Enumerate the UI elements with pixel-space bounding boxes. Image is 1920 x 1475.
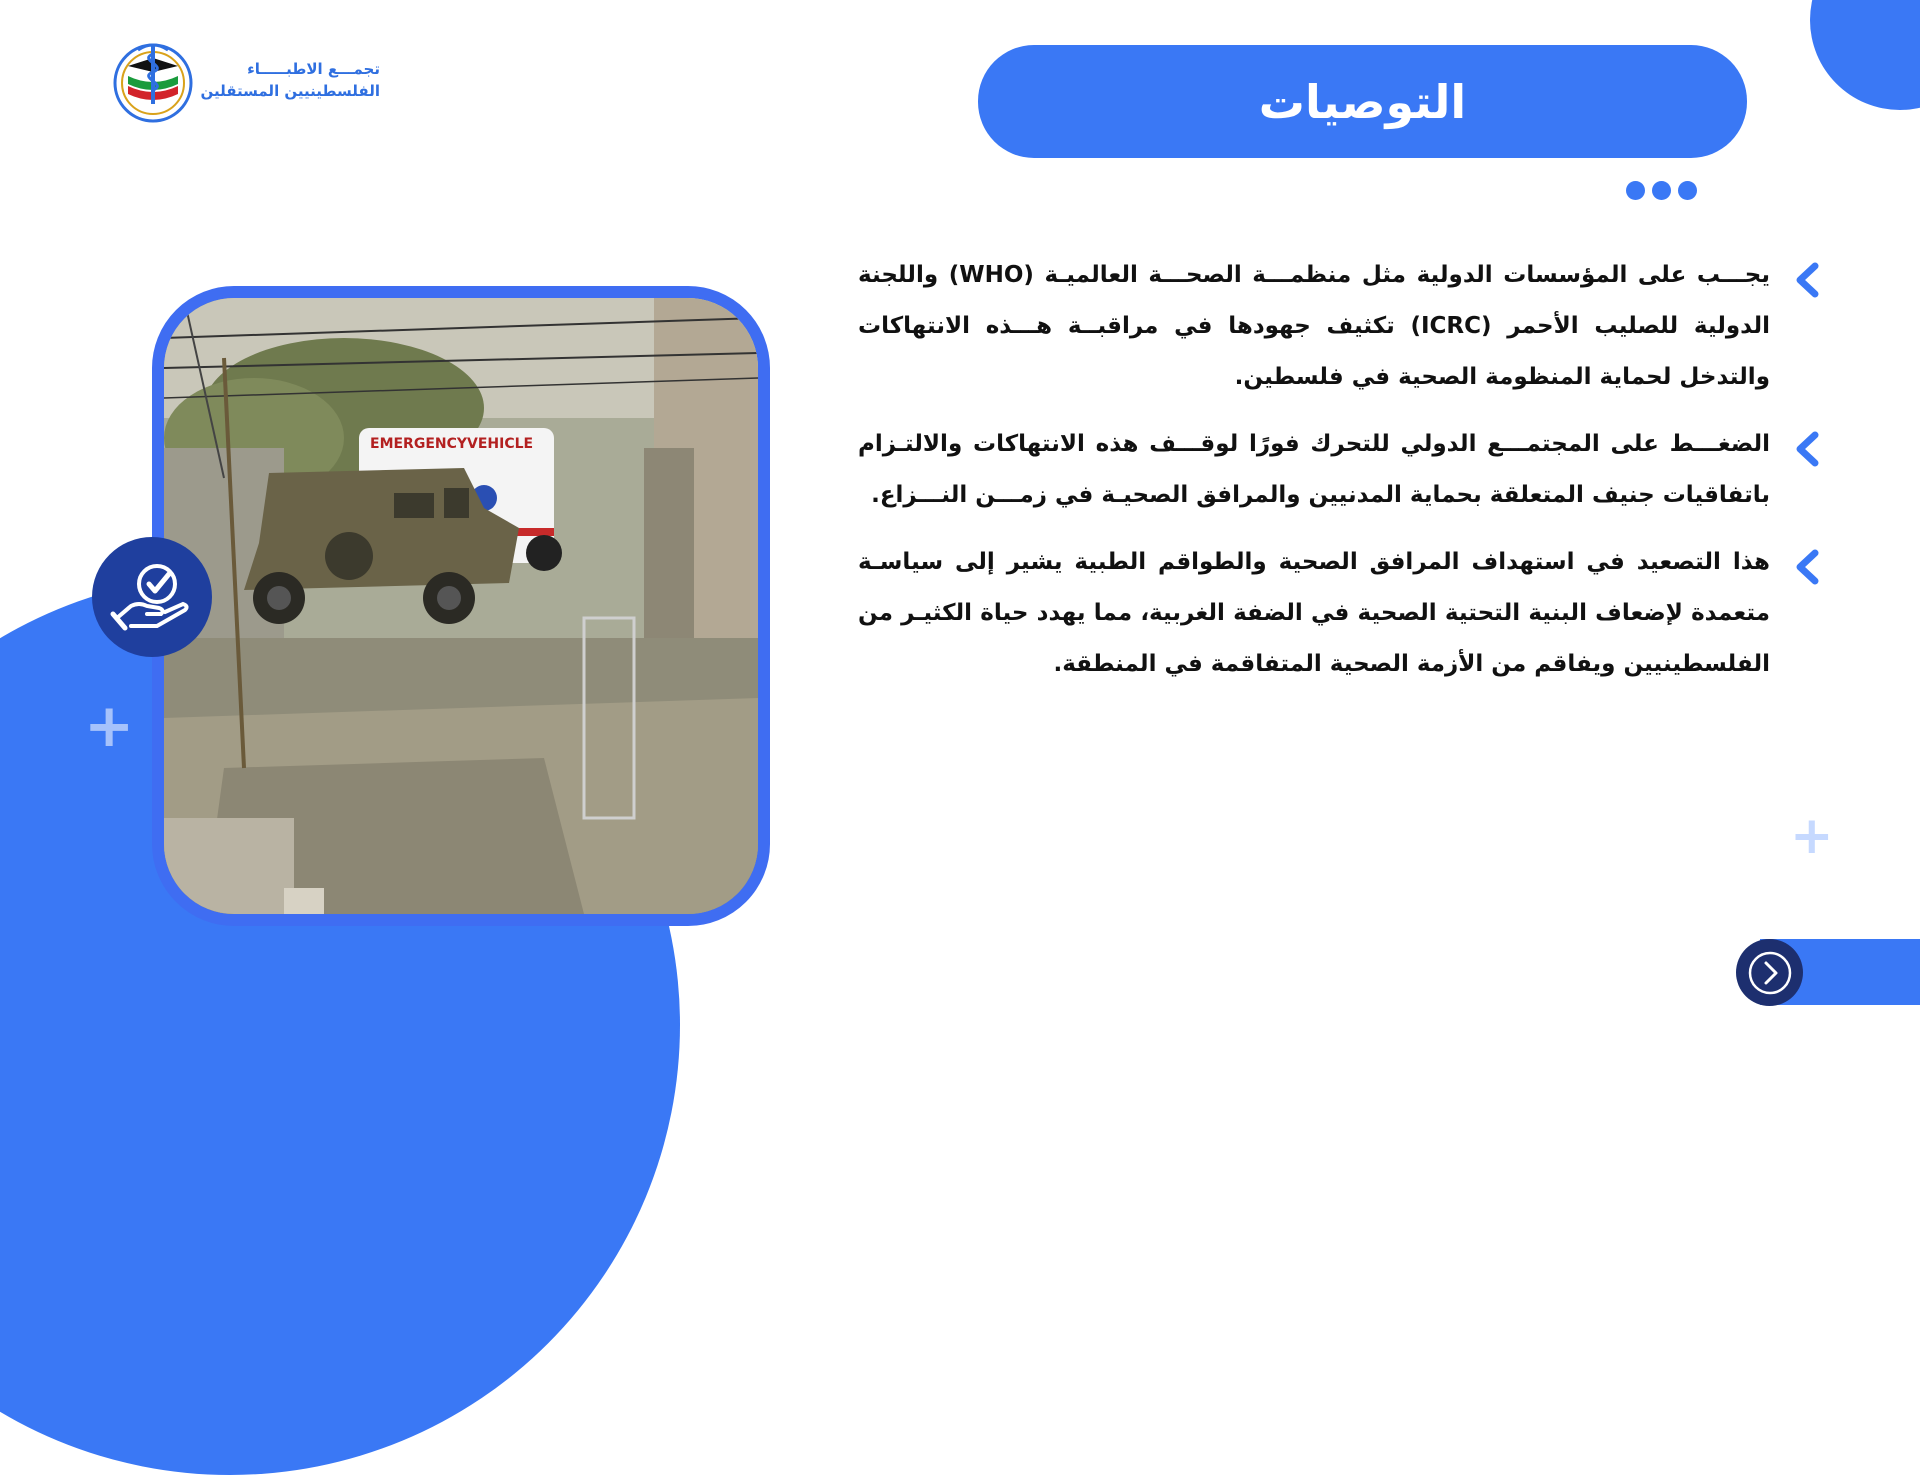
page-title: التوصيات [1258, 74, 1467, 129]
recommendation-text: هذا التصعيد في استهداف المرافق الصحية والطواقم الطبية يشير إلى سياسـة متعمدة لإضعاف البنية التحتية الصحية في الضفة الغربية، مما يهدد حياة الكثيـر من الفلسطينيين ويفاقم من الأزمة الصحية المتفاقمة في المنطقة. [858, 549, 1770, 677]
hand-check-icon [109, 554, 195, 640]
next-arrow-icon [1746, 949, 1794, 997]
list-item [790, 537, 1775, 690]
list-item [790, 419, 1775, 521]
chevron-left-icon [1789, 430, 1827, 468]
dot [1678, 181, 1697, 200]
dots-decoration [1626, 181, 1697, 200]
organization-logo [108, 36, 388, 126]
next-slide-button[interactable] [1736, 939, 1803, 1006]
dot [1626, 181, 1645, 200]
plus-decoration-icon: + [1790, 806, 1834, 866]
logo-line-2: الفلسطينيين المستقلين [200, 82, 380, 100]
recommendation-text: الضغـــط على المجتمـــع الدولي للتحرك فورًا لوقـــف هذه الانتهاكات والالتـزام باتفاقيات جنيف المتعلقة بحماية المدنيين والمرافق الصحيـة في زمـــن النـــزاع. [858, 431, 1770, 508]
recommendation-text: يجـــب على المؤسسات الدولية مثل منظمـــة الصحـــة العالميـة (WHO) واللجنة الدولية للصليب الأحمر (ICRC) تكثيف جهودها في مراقبــة هـــذه الانتهاكات والتدخل لحماية المنظومة الصحية في فلسطين. [858, 262, 1770, 390]
decorative-blob-top-right [1810, 0, 1920, 110]
dot [1652, 181, 1671, 200]
photo-frame [152, 286, 770, 926]
chevron-left-icon [1789, 548, 1827, 586]
logo-line-1: تجمـــع الاطبـــــاء [247, 60, 380, 78]
care-badge [92, 537, 212, 657]
medical-emblem-icon [108, 36, 198, 126]
chevron-left-icon [1789, 261, 1827, 299]
list-item [790, 250, 1775, 403]
plus-decoration-icon: + [84, 691, 135, 761]
street-photo [164, 298, 758, 914]
recommendations-list [790, 250, 1775, 706]
ambulance-label: EMERGENCYVEHICLE [370, 436, 534, 452]
title-banner [978, 45, 1747, 158]
